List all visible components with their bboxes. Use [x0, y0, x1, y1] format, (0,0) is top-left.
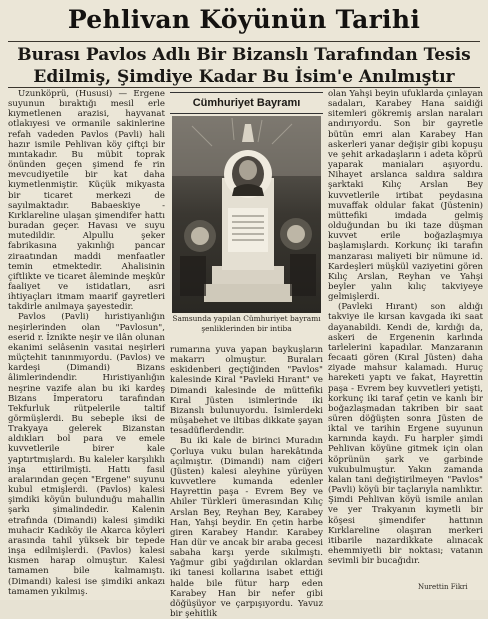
subheadline-line-1: Burası Pavlos Adlı Bir Bizanslı Tarafından Tesis — [17, 45, 471, 65]
paragraph: olan Yahşi beyin ufuklarda çınlayan sadaları, Karabey Hana saidiği sitemleri gökremiş arslan naraları andırıyordu. Son bir gayretle bütün emri alan Karabey Han askerleri yanar değişir gibi kopuşu ve şehit arkadaşların i adeta köprü yaparak maniaları aşıyordu. Nihayet arslanca saldıra saldıra şarktaki Kılıç Arslan Bey kuvvetlerile irtibat peydasına muvaffak oldular fakat (Jüstenin) müttefiki imdada gelmiş olduğundan bu iki taze düşman kuvvet erile boğazlaşmıya başlamışlardı. Korkunç iki tarafın manzarası maliyeti bir nümune id. Kardeşleri müşkül vaziyetini gören Kılıç Arslan, Reyhan ve Yahşi beyler yalın kılıç takviyeye gelmişlerdi. — [328, 89, 483, 303]
photo-title: Cümhuriyet Bayramı — [170, 92, 323, 114]
subheadline-rule — [8, 87, 480, 88]
article-column-middle — [170, 345, 323, 619]
paragraph: rumarına yuva yapan baykuşların makarrı olmuştur. Buraları eskidenberi geçtiğinden "Pavlos" kalesinde Kiral "Pavleki Hırant" ve Dimandi kalesinde de müttefiki Kıral Jüsten isimlerinde iki Bizanslı bulunuyordu. İsimlerdeki müşabehet ve iltibas dikkate şayan tesadüflerdendir. — [170, 345, 323, 437]
paragraph: Pavlos (Pavli) hıristiyanlığın neşirlerinden olan "Pavlosun", eserid r. İznikte neşir ve ilân olunan ekanimi selâsenin vasıtai neşirleri müçtehit tanınmıyordu. (Pavlos) ve kardeşi (Dimandi) Bizans âlimlerindendir. Hıristiyanlığın neşrine vazife alan bu iki kardeş Bizans İmperatoru tarafından Tekfurluk rütpelerile taltif görmüşlerdi. Bu sebeple iksi de Trakyaya gelerek Bizanstan aldıkları bol para ve emele kuvvetlerile birer kale yaptırtmışlardı. Bu kaleler karşılıklı inşa ettirilmişti. Hattı fasıl aralarından geçen "Ergene" suyunu kubul etmişlerdi. (Pavlos) kalesi şimdiki köyün bulunduğu mahallin şarkı şimalindedir. Kalenin etrafında (Dimandi) kalesi şimdiki muhacir Kadıköy ile Akarca köyleri arasında tahil yüksek bir tepede inşa edilmişlerdi. (Pavlos) kalesi kısmen harap olmuştur. Kalesi tamamen bile kalmamıştı. (Dimandi) kalesi ise şimdiki ankazı tamamen yıkılmış. — [8, 312, 165, 597]
subheadline-line-2: Edilmiş, Şimdiye Kadar Bu İsim'e Anılmıştır — [33, 67, 455, 87]
photo-box — [170, 92, 323, 339]
monument-photo — [172, 116, 321, 313]
headline: Pehlivan Köyünün Tarihi — [67, 5, 421, 34]
photo-caption: Samsunda yapılan Cümhuriyet bayramı şenliklerinden bir intiba — [172, 314, 321, 333]
byline: Nurettin Fikri — [418, 583, 468, 591]
paragraph: (Pavleki Hırant) son aldığı takviye ile kırsan kavgada iki saat dayanabildi. Kendi de, kırdığı da, askeri de Ergenenin karlında tarlelerini kapadılar. Manzaranın fecaati gören (Kıral Jüsten) daha ziyade mahsur kalamadı. Huruç hareketi yaptı ve fakat, Hayrettin paşa - Evrem bey kuvvetleri yetişti, korkunç iki taraf çetin ve kanlı bir boğazlaşmadan takriben bir saat süren döğüşten sonra Jüsten de iktal ve tarihin Ergene suyunun karnında kaydı. Fu harpler şimdi Pehlivan köyüne gitmek için olan köprünün şark ve garbinde vukubulmuştur. Yakın zamanda kalan tani değiştirilmeyen "Pavlos" (Pavli) köyü bir taçlarıyla namlıktır. Şimdi Pehlivan köyü ismile anılan ve yer Trakyanın kıymetli bir köşesi şimendifer hattının Kırklareline olaşıran merkeri itibarile nazardikkate alınacak ehemmiyetli bir noktası; vatanın sevimli bir bucağıdır. — [328, 302, 483, 567]
headline-rule — [8, 41, 480, 42]
paragraph: Bu iki kale de birinci Muradın Çorluya vuku bulan harekâtında açılmıştır. (Dimandi) nam ciğeri (Jüsten) kalesi aleyhine yürüyen kuvvetlere kumanda edenler Hayrettin paşa - Evrem Bey ve Ahiler Türkleri ümerasından Kılıç Arslan Bey, Reyhan Bey, Karabey Han, Yahşi beydir. En çetin harbe giren Karabey Handır. Karabey Han dür ve ancak bir araba gecesi sabaha karşı yerde sıkılmıştı. Yağmur gibi yağdırılan oklardan iki tanesi kollarına isabet ettiği halde bile fütur harp eden Karabey Han bir nefer gibi döğüşüyor ve çarpışıyordu. Yavuz bir şehitlik — [170, 436, 323, 619]
article-column-right — [328, 89, 483, 596]
paragraph: Uzunköprü, (Hususi) — Ergene suyunun bıraktığı mesil erle kıymetlenen arazisi, hayvanat otlakıyesi ve ormanile sakinlerine refah vadeden Pavlos (Pavli) hali hazır ismile Pehlivan köy çiftçi bir mıntakadır. Bu mübit toprak önünden geçen şimend fe rin mevcudiyetile bir kat daha kıymetlenmiştir. Küçük mikyasta bir ticaret merkezi de sayılmaktadır. Babaeskiye - Kırklareline ulaşan şimendifer hattı buradan geçer. Havası ve suyu mutedildir. Alpullu şeker fabrikasına yakınlığı pancar ziraatından maddi menfaatler temin etmektedir. Ahalisinin çiftlikte ve ticaret âleminde meşkûr faaliyet ve istidatları, asri ihtiyaçları itmam maarif gayretleri takdirle anılmaya şayestedir. — [8, 89, 165, 313]
article-column-left — [8, 89, 165, 596]
